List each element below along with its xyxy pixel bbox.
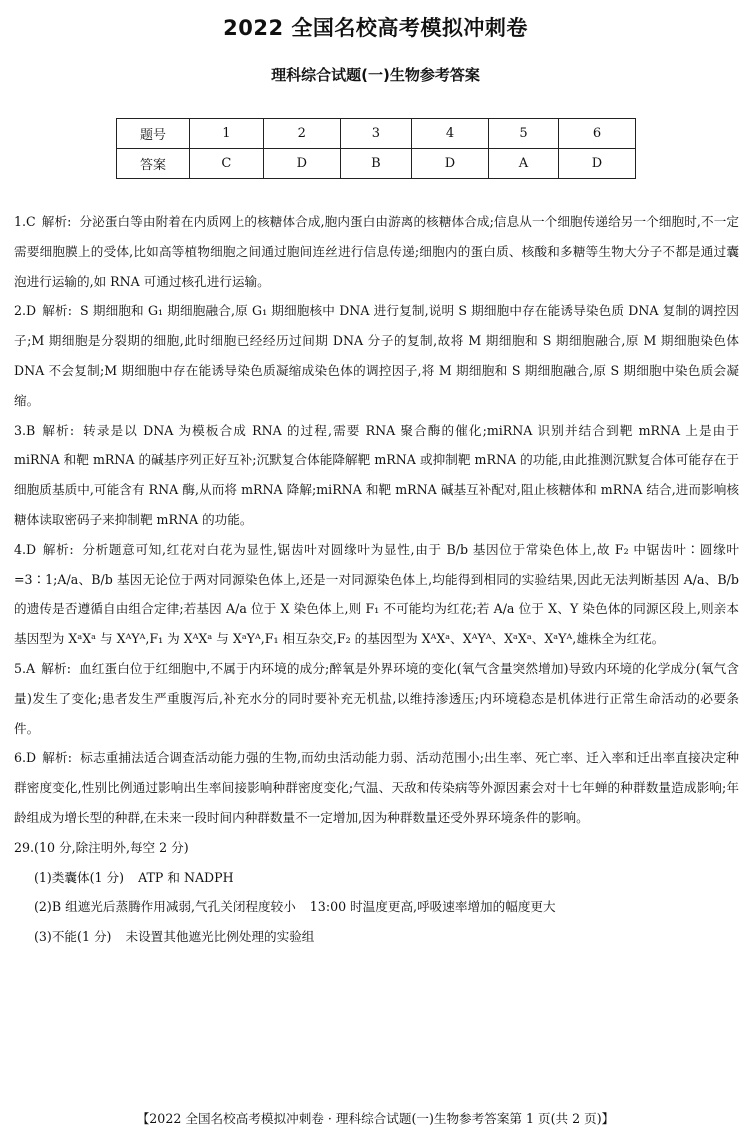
page-footer: 【2022 全国名校高考模拟冲刺卷 · 理科综合试题(一)生物参考答案第 1 页(共 2 页)】 [136, 1111, 615, 1126]
part-answer-b: 13:00 时温度更高,呼吸速率增加的幅度更大 [309, 899, 556, 915]
row-header-question: 题号 [117, 119, 190, 149]
answer-cell: D [263, 149, 340, 179]
question-number: 3 [340, 119, 411, 149]
part-answer-b: ATP 和 NADPH [138, 869, 234, 885]
row-header-answer: 答案 [117, 149, 190, 179]
part-answer-a: (3)不能(1 分) [34, 929, 112, 945]
item-number: 2.D [14, 303, 37, 319]
explanation-item-2 [14, 296, 739, 415]
item-keyword: 解析: [41, 214, 72, 229]
question-29-part-1 [14, 863, 739, 893]
answer-table [116, 118, 636, 179]
part-answer-a: (2)B 组遮光后蒸腾作用减弱,气孔关闭程度较小 [34, 899, 296, 915]
item-text: S 期细胞和 G₁ 期细胞融合,原 G₁ 期细胞核中 DNA 进行复制,说明 S 期细胞中存在能诱导染色质 DNA 复制的调控因子;M 期细胞是分裂期的细胞,此时细胞已经经历过间期 DNA 分子的复制,故将 M 期细胞和 S 期细胞融合,原 M 期细胞染色体 DNA 不会复制;M 期细胞中存在能诱导染色质凝缩成染色体的调控因子,将 M 期细胞和 S 期细胞融合,原 S 期细胞中染色质会凝缩。 [14, 303, 740, 408]
answer-row [117, 149, 636, 179]
item-keyword: 解析: [42, 750, 73, 766]
question-number: 2 [263, 119, 340, 149]
explanation-item-5 [14, 654, 739, 743]
question-29-part-2 [14, 892, 739, 922]
item-keyword: 解析: [42, 303, 73, 319]
question-29-part-3 [14, 922, 739, 952]
item-text: 分析题意可知,红花对白花为显性,锯齿叶对圆缘叶为显性,由于 B/b 基因位于常染色体上,故 F₂ 中锯齿叶∶圆缘叶=3∶1;A/a、B/b 基因无论位于两对同源染色体上,还是一对同源染色体上,均能得到相同的实验结果,因此无法判断基因 A/a、B/b 的遗传是否遵循自由组合定律;若基因 A/a 位于 X 染色体上,则 F₁ 不可能均为红花;若 A/a 位于 X、Y 染色体的同源区段上,则亲本基因型为 XᵃXᵃ 与 XᴬYᴬ,F₁ 为 XᴬXᵃ 与 XᵃYᴬ,F₁ 相互杂交,F₂ 的基因型为 XᴬXᵃ、XᴬYᴬ、XᵃXᵃ、XᵃYᴬ,雄株全为红花。 [14, 541, 739, 647]
item-text: 分泌蛋白等由附着在内质网上的核糖体合成,胞内蛋白由游离的核糖体合成;信息从一个细胞传递给另一个细胞时,不一定需要细胞膜上的受体,比如高等植物细胞之间通过胞间连丝进行信息传递;细胞内的蛋白质、核酸和多糖等生物大分子不都是通过囊泡进行运输的,如 RNA 可通过核孔进行运输。 [14, 214, 739, 289]
question-29-header: 29.(10 分,除注明外,每空 2 分) [14, 839, 189, 855]
answer-cell: B [340, 149, 411, 179]
item-keyword: 解析: [41, 660, 71, 676]
question-number: 1 [190, 119, 264, 149]
answer-cell: D [411, 149, 488, 179]
answer-cell: D [558, 149, 635, 179]
page-title: 2022 全国名校高考模拟冲刺卷 [223, 16, 528, 40]
explanation-item-6 [14, 743, 739, 832]
question-number: 6 [558, 119, 635, 149]
explanation-item-3 [14, 416, 739, 535]
item-number: 4.D [14, 541, 37, 557]
answer-cell: A [488, 149, 558, 179]
item-keyword: 解析: [41, 422, 75, 438]
explanation-item-1 [14, 207, 739, 296]
item-number: 1.C [14, 214, 36, 229]
item-text: 标志重捕法适合调查活动能力强的生物,而幼虫活动能力弱、活动范围小;出生率、死亡率、迁入率和迁出率直接决定种群密度变化,性别比例通过影响出生率间接影响种群密度变化;气温、天敌和传染病等外源因素会对十七年蝉的种群数量造成影响;年龄组成为增长型的种群,在未来一段时间内种群数量不一定增加,因为种群数量还受外界环境条件的影响。 [14, 750, 740, 825]
explanation-item-4 [14, 535, 739, 654]
explanations [14, 207, 739, 952]
part-answer-b: 未设置其他遮光比例处理的实验组 [125, 929, 315, 945]
part-answer-a: (1)类囊体(1 分) [34, 869, 125, 885]
question-number-row [117, 119, 636, 149]
item-number: 3.B [14, 422, 36, 438]
answer-cell: C [190, 149, 264, 179]
item-number: 5.A [14, 660, 36, 676]
question-number: 4 [411, 119, 488, 149]
item-number: 6.D [14, 750, 37, 766]
item-text: 血红蛋白位于红细胞中,不属于内环境的成分;醉氧是外界环境的变化(氧气含量突然增加)导致内环境的化学成分(氧气含量)发生了变化;患者发生严重腹泻后,补充水分的同时要补充无机盐,以维持渗透压;内环境稳态是机体进行正常生命活动的必要条件。 [14, 660, 739, 736]
page-subtitle: 理科综合试题(一)生物参考答案 [271, 66, 480, 84]
item-text: 转录是以 DNA 为模板合成 RNA 的过程,需要 RNA 聚合酶的催化;miRNA 识别并结合到靶 mRNA 上是由于 miRNA 和靶 mRNA 的碱基序列正好互补;沉默复合体能降解靶 mRNA 或抑制靶 mRNA 的功能,由此推测沉默复合体可能存在于细胞质基质中,可能含有 RNA 酶,从而将 mRNA 降解;miRNA 和靶 mRNA 碱基互补配对,阻止核糖体和 mRNA 结合,进而影响核糖体读取密码子来抑制靶 mRNA 的功能。 [14, 422, 739, 527]
item-keyword: 解析: [42, 541, 74, 557]
question-number: 5 [488, 119, 558, 149]
